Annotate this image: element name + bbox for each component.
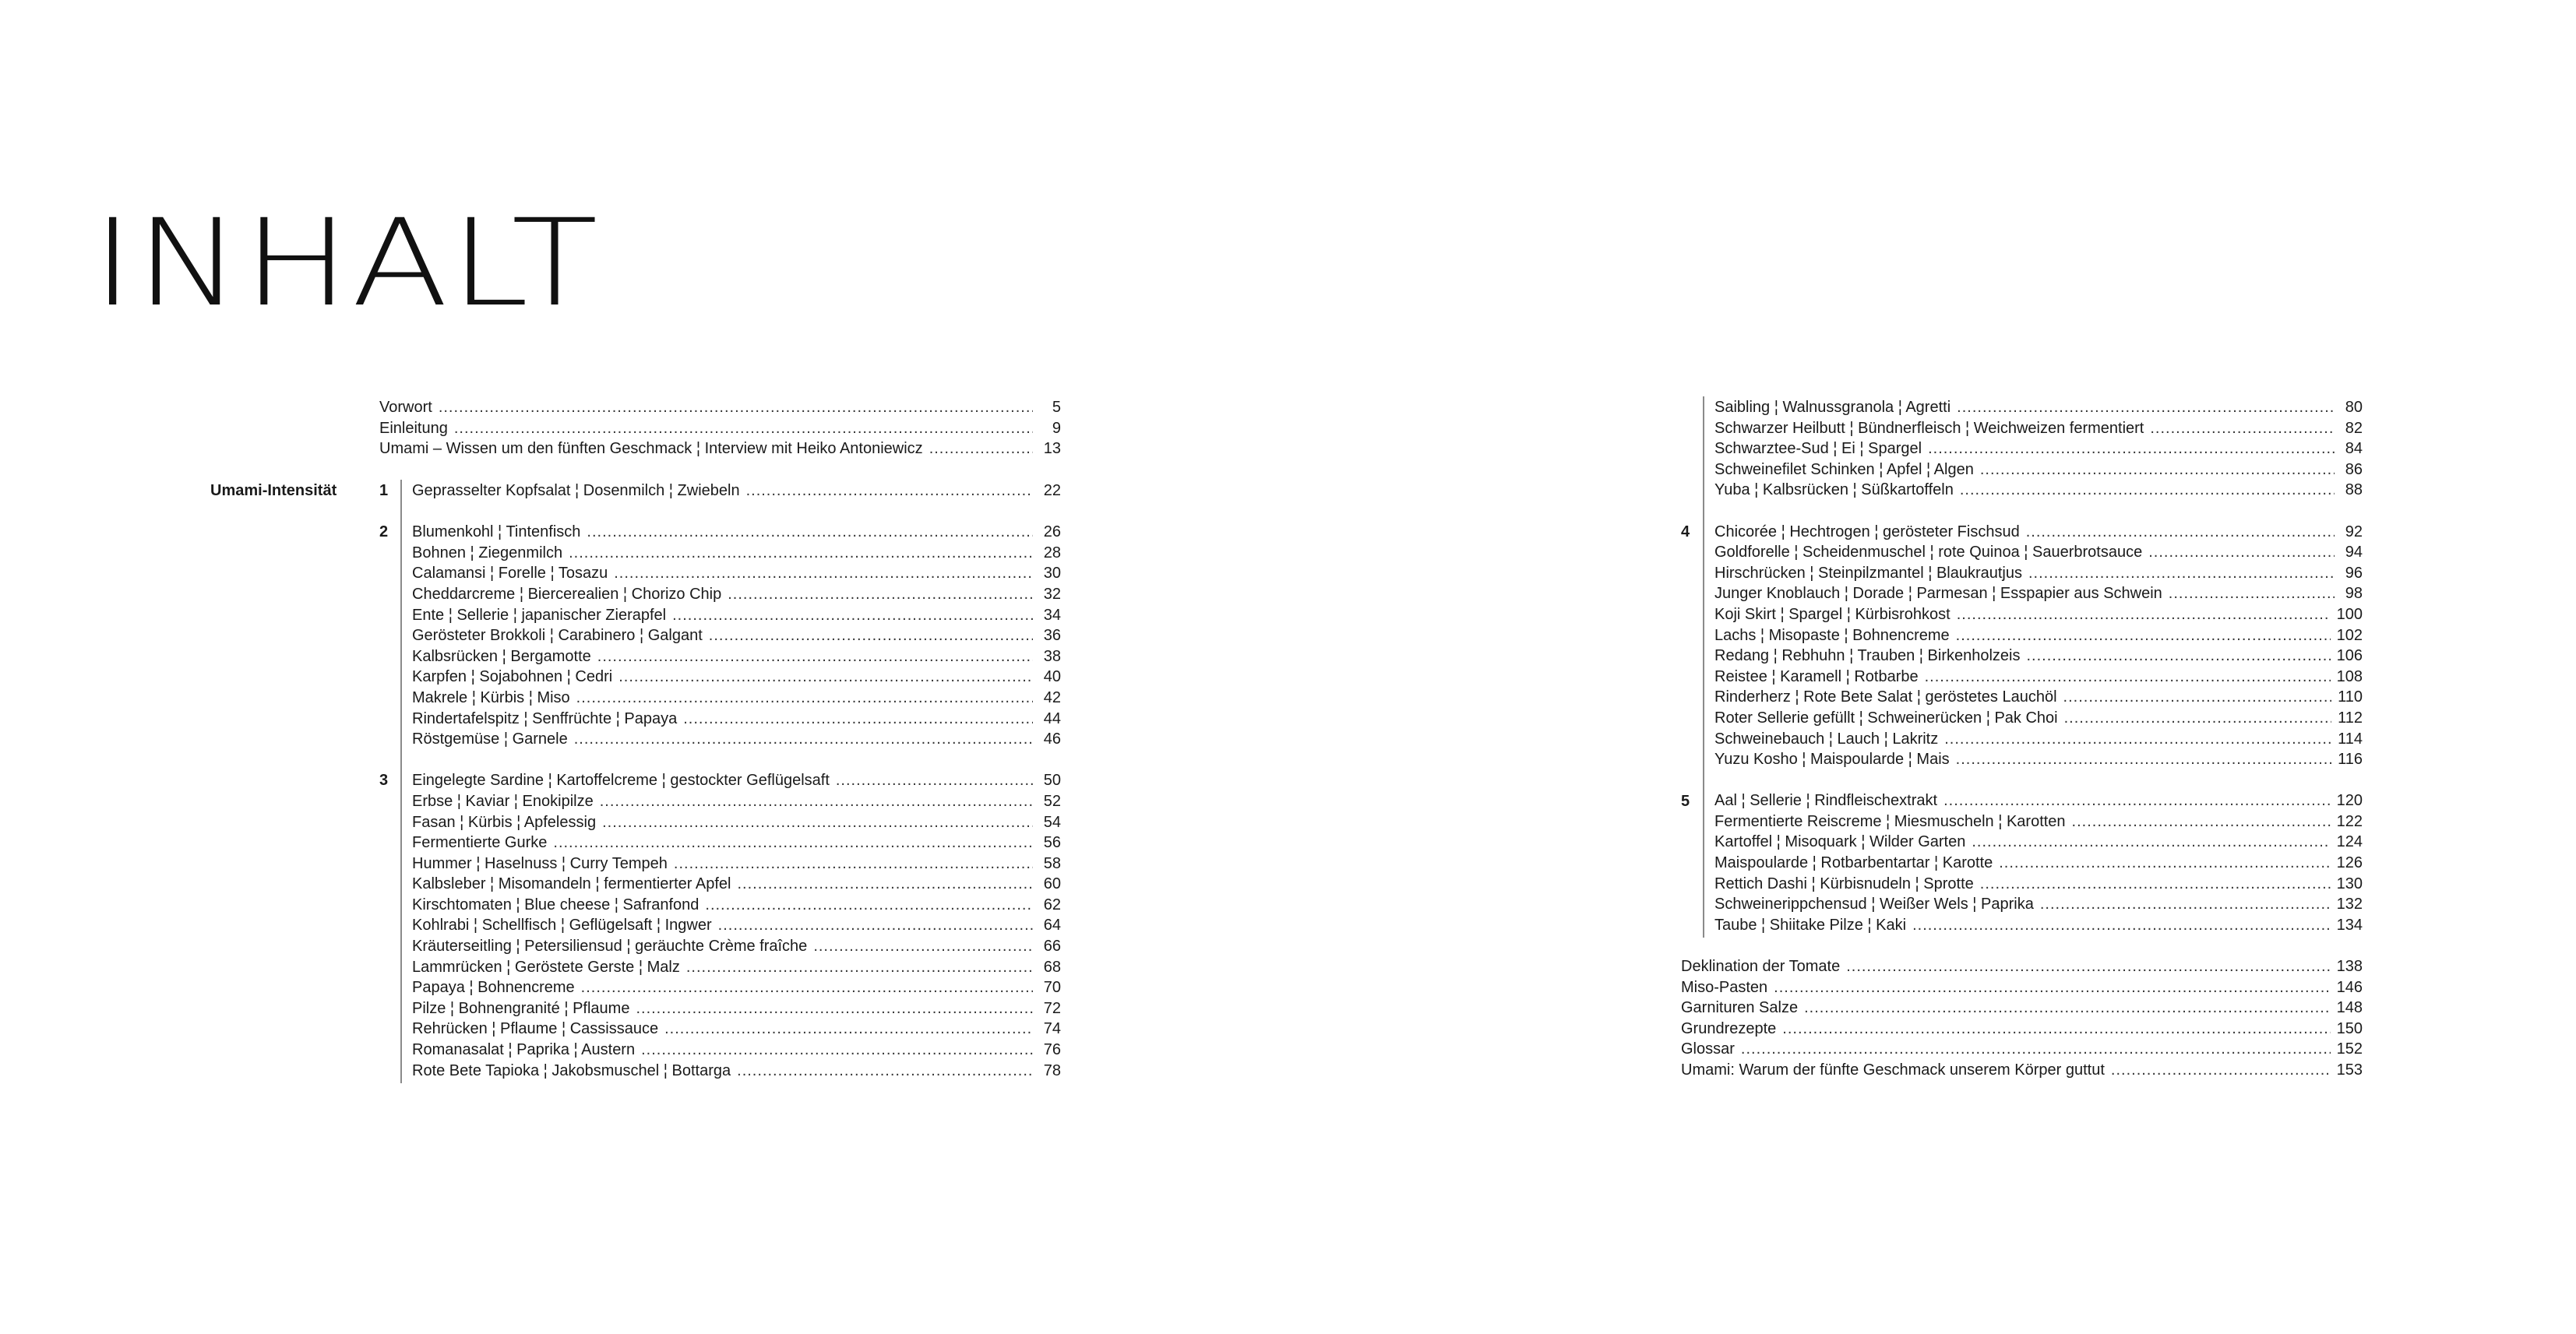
dot-leader xyxy=(636,1000,1033,1018)
toc-entry[interactable] xyxy=(412,482,1061,503)
toc-entry[interactable] xyxy=(1714,544,2363,565)
toc-levels-right xyxy=(1714,399,2363,937)
entry-page: 26 xyxy=(1043,523,1061,541)
entry-page: 116 xyxy=(2338,751,2363,769)
dot-leader xyxy=(746,482,1033,500)
entry-page: 60 xyxy=(1043,875,1061,893)
entry-page: 132 xyxy=(2336,896,2363,913)
entry-title: Romanasalat ¦ Paprika ¦ Austern xyxy=(412,1041,636,1059)
dot-leader xyxy=(2063,688,2332,706)
entry-title: Schweinerippchensud ¦ Weißer Wels ¦ Paprika xyxy=(1714,896,2034,913)
level-number: 2 xyxy=(379,523,389,540)
dot-leader xyxy=(1956,751,2331,769)
entry-page: 9 xyxy=(1052,419,1061,437)
toc-entry[interactable] xyxy=(412,607,1061,628)
dot-leader xyxy=(1957,399,2335,417)
toc-entry[interactable] xyxy=(1714,813,2363,834)
entry-title: Chicorée ¦ Hechtrogen ¦ gerösteter Fischsud xyxy=(1714,523,2020,540)
entry-title: Aal ¦ Sellerie ¦ Rindfleischextrakt xyxy=(1714,792,1938,810)
dot-leader xyxy=(1782,1020,2330,1038)
entry-page: 124 xyxy=(2336,833,2363,851)
toc-entry[interactable] xyxy=(412,586,1061,607)
toc-entry[interactable] xyxy=(412,730,1061,751)
entry-page: 112 xyxy=(2338,709,2363,727)
entry-page: 148 xyxy=(2336,999,2363,1017)
dot-leader xyxy=(1957,606,2331,624)
entry-page: 150 xyxy=(2336,1019,2363,1037)
toc-entry[interactable] xyxy=(412,979,1061,1000)
entry-page: 146 xyxy=(2336,978,2363,996)
entry-title: Calamansi ¦ Forelle ¦ Tosazu xyxy=(412,565,608,583)
toc-entry[interactable] xyxy=(1714,627,2363,648)
entry-page: 130 xyxy=(2336,875,2363,892)
toc-entry[interactable] xyxy=(1714,440,2363,461)
dot-leader xyxy=(1960,481,2335,499)
entry-title: Karpfen ¦ Sojabohnen ¦ Cedri xyxy=(412,668,613,686)
entry-title: Junger Knoblauch ¦ Dorade ¦ Parmesan ¦ Esspapier aus Schwein xyxy=(1714,585,2162,603)
dot-leader xyxy=(439,399,1033,417)
toc-entry[interactable] xyxy=(412,1041,1061,1062)
entry-page: 134 xyxy=(2336,916,2363,934)
entry-title: Umami: Warum der fünfte Geschmack unserem Körper guttut xyxy=(1681,1061,2105,1079)
toc-entry[interactable] xyxy=(1714,399,2363,420)
dot-leader xyxy=(602,814,1033,832)
intensity-label: Umami-Intensität xyxy=(210,482,337,499)
entry-title: Grundrezepte xyxy=(1681,1019,1777,1037)
level-number: 4 xyxy=(1681,523,1690,540)
entry-title: Kalbsleber ¦ Misomandeln ¦ fermentierter Apfel xyxy=(412,875,731,893)
toc-entry[interactable] xyxy=(1714,565,2363,586)
toc-entry[interactable] xyxy=(1714,585,2363,606)
dot-leader xyxy=(737,1062,1033,1080)
toc-entry[interactable] xyxy=(379,399,1061,420)
entry-title: Rehrücken ¦ Pflaume ¦ Cassissauce xyxy=(412,1020,659,1038)
entry-page: 13 xyxy=(1043,440,1061,458)
toc-entry[interactable] xyxy=(1714,917,2363,938)
toc-entry[interactable] xyxy=(1714,875,2363,896)
entry-title: Lammrücken ¦ Geröstete Gerste ¦ Malz xyxy=(412,958,680,976)
dot-leader xyxy=(929,440,1033,458)
entry-title: Taube ¦ Shiitake Pilze ¦ Kaki xyxy=(1714,916,1907,934)
entry-title: Bohnen ¦ Ziegenmilch xyxy=(412,544,563,561)
entry-page: 108 xyxy=(2336,667,2363,685)
entry-title: Koji Skirt ¦ Spargel ¦ Kürbisrohkost xyxy=(1714,605,1951,623)
dot-leader xyxy=(2072,813,2331,831)
dot-leader xyxy=(2028,565,2335,583)
entry-title: Kalbsrücken ¦ Bergamotte xyxy=(412,647,591,665)
entry-page: 40 xyxy=(1043,668,1061,686)
entry-page: 52 xyxy=(1043,792,1061,810)
entry-page: 96 xyxy=(2345,564,2363,582)
entry-page: 94 xyxy=(2345,544,2363,561)
entry-page: 66 xyxy=(1043,938,1061,956)
entry-title: Garnituren Salze xyxy=(1681,999,1799,1017)
toc-entry[interactable] xyxy=(412,917,1061,938)
dot-leader xyxy=(1804,999,2331,1017)
toc-entry[interactable] xyxy=(1681,999,2363,1020)
entry-title: Redang ¦ Rebhuhn ¦ Trauben ¦ Birkenholzeis xyxy=(1714,647,2021,665)
entry-page: 58 xyxy=(1043,854,1061,872)
dot-leader xyxy=(728,586,1033,604)
entry-page: 22 xyxy=(1043,482,1061,499)
dot-leader xyxy=(2040,896,2331,913)
entry-title: Glossar xyxy=(1681,1040,1735,1058)
entry-title: Makrele ¦ Kürbis ¦ Miso xyxy=(412,688,570,706)
dot-leader xyxy=(1912,917,2331,935)
entry-title: Fermentierte Gurke xyxy=(412,834,548,852)
toc-entry[interactable] xyxy=(412,772,1061,793)
entry-title: Fasan ¦ Kürbis ¦ Apfelessig xyxy=(412,813,597,831)
toc-entry[interactable] xyxy=(1714,420,2363,441)
dot-leader xyxy=(2026,523,2335,541)
entry-title: Yuba ¦ Kalbsrücken ¦ Süßkartoffeln xyxy=(1714,481,1954,499)
entry-title: Maispoularde ¦ Rotbarbentartar ¦ Karotte xyxy=(1714,854,1993,872)
entry-page: 68 xyxy=(1043,958,1061,976)
toc-entry[interactable] xyxy=(412,544,1061,565)
dot-leader xyxy=(600,793,1033,811)
dot-leader xyxy=(836,772,1033,790)
dot-leader xyxy=(576,689,1033,707)
toc-entry[interactable] xyxy=(1681,1040,2363,1061)
entry-page: 32 xyxy=(1043,585,1061,603)
dot-leader xyxy=(553,834,1033,852)
entry-page: 70 xyxy=(1043,979,1061,997)
level-number: 1 xyxy=(379,482,389,499)
dot-leader xyxy=(1741,1040,2331,1058)
entry-page: 88 xyxy=(2345,481,2363,499)
entry-page: 74 xyxy=(1043,1020,1061,1038)
toc-entry[interactable] xyxy=(412,689,1061,710)
entry-page: 72 xyxy=(1043,999,1061,1017)
entry-title: Goldforelle ¦ Scheidenmuschel ¦ rote Quinoa ¦ Sauerbrotsauce xyxy=(1714,544,2143,561)
toc-entry[interactable] xyxy=(1714,461,2363,482)
dot-leader xyxy=(683,710,1033,728)
dot-leader xyxy=(709,627,1033,645)
entry-title: Cheddarcreme ¦ Biercerealien ¦ Chorizo Chip xyxy=(412,585,722,603)
entry-page: 50 xyxy=(1043,772,1061,790)
level-number: 5 xyxy=(1681,793,1690,810)
entry-page: 76 xyxy=(1043,1041,1061,1059)
toc-entry[interactable] xyxy=(1714,709,2363,730)
toc-entry[interactable] xyxy=(1714,730,2363,751)
entry-page: 62 xyxy=(1043,896,1061,913)
entry-page: 152 xyxy=(2336,1040,2363,1058)
dot-leader xyxy=(618,668,1033,686)
toc-entry[interactable] xyxy=(1714,481,2363,502)
dot-leader xyxy=(686,959,1033,977)
dot-leader xyxy=(674,855,1033,873)
entry-title: Schweinefilet Schinken ¦ Apfel ¦ Algen xyxy=(1714,460,1974,478)
entry-title: Rindertafelspitz ¦ Senffrüchte ¦ Papaya xyxy=(412,709,678,727)
entry-page: 42 xyxy=(1043,688,1061,706)
toc-entry[interactable] xyxy=(412,627,1061,648)
toc-entry[interactable] xyxy=(1714,688,2363,709)
dot-leader xyxy=(2150,420,2335,438)
entry-title: Ente ¦ Sellerie ¦ japanischer Zierapfel xyxy=(412,606,667,624)
dot-leader xyxy=(1925,668,2331,686)
dot-leader xyxy=(2111,1061,2331,1079)
dot-leader xyxy=(641,1041,1033,1059)
entry-page: 138 xyxy=(2336,958,2363,975)
toc-entry[interactable] xyxy=(412,1020,1061,1041)
entry-title: Fermentierte Reiscreme ¦ Miesmuscheln ¦ Karotten xyxy=(1714,812,2066,830)
entry-title: Saibling ¦ Walnussgranola ¦ Agretti xyxy=(1714,399,1951,416)
entry-title: Papaya ¦ Bohnencreme xyxy=(412,979,575,997)
entry-title: Hummer ¦ Haselnuss ¦ Curry Tempeh xyxy=(412,854,668,872)
section-divider xyxy=(1703,396,1704,938)
toc-entry[interactable] xyxy=(412,565,1061,586)
toc-entry[interactable] xyxy=(1714,647,2363,668)
entry-page: 80 xyxy=(2345,399,2363,416)
section-divider xyxy=(400,480,402,1083)
toc-entry[interactable] xyxy=(412,938,1061,959)
entry-title: Gerösteter Brokkoli ¦ Carabinero ¦ Galgant xyxy=(412,627,703,645)
dot-leader xyxy=(2148,544,2335,561)
toc-entry[interactable] xyxy=(1714,896,2363,917)
entry-title: Röstgemüse ¦ Garnele xyxy=(412,730,568,748)
entry-title: Yuzu Kosho ¦ Maispoularde ¦ Mais xyxy=(1714,751,1950,769)
toc-entry[interactable] xyxy=(1714,854,2363,875)
toc-entry[interactable] xyxy=(412,793,1061,814)
dot-leader xyxy=(1972,833,2330,851)
entry-title: Rettich Dashi ¦ Kürbisnudeln ¦ Sprotte xyxy=(1714,875,1974,892)
dot-leader xyxy=(569,544,1033,562)
dot-leader xyxy=(1846,958,2330,976)
toc-entry[interactable] xyxy=(1714,833,2363,854)
entry-page: 153 xyxy=(2336,1061,2363,1079)
entry-page: 56 xyxy=(1043,834,1061,852)
entry-page: 38 xyxy=(1043,647,1061,665)
toc-entry[interactable] xyxy=(412,814,1061,835)
entry-page: 44 xyxy=(1043,709,1061,727)
entry-page: 86 xyxy=(2345,460,2363,478)
dot-leader xyxy=(1980,461,2335,479)
level-number: 3 xyxy=(379,772,389,789)
dot-leader xyxy=(1774,979,2330,997)
toc-levels-left xyxy=(412,482,1061,1082)
dot-leader xyxy=(705,896,1033,914)
entry-page: 126 xyxy=(2336,854,2363,872)
toc-appendix xyxy=(1681,958,2363,1082)
entry-title: Erbse ¦ Kaviar ¦ Enokipilze xyxy=(412,792,594,810)
page-title: INHALT xyxy=(92,194,600,333)
toc-entry[interactable] xyxy=(1681,979,2363,1000)
dot-leader xyxy=(614,565,1033,583)
entry-title: Deklination der Tomate xyxy=(1681,958,1841,975)
entry-title: Kirschtomaten ¦ Blue cheese ¦ Safranfond xyxy=(412,896,700,913)
entry-title: Kohlrabi ¦ Schellfisch ¦ Geflügelsaft ¦ Ingwer xyxy=(412,917,712,935)
dot-leader xyxy=(737,875,1033,893)
entry-title: Eingelegte Sardine ¦ Kartoffelcreme ¦ gestockter Geflügelsaft xyxy=(412,772,830,790)
entry-page: 110 xyxy=(2338,688,2363,706)
dot-leader xyxy=(574,730,1033,748)
toc-entry[interactable] xyxy=(1681,958,2363,979)
dot-leader xyxy=(454,420,1033,438)
entry-title: Kräuterseitling ¦ Petersiliensud ¦ geräuchte Crème fraîche xyxy=(412,938,808,956)
toc-entry[interactable] xyxy=(412,668,1061,689)
entry-page: 120 xyxy=(2336,792,2363,810)
entry-page: 114 xyxy=(2338,730,2363,748)
toc-entry[interactable] xyxy=(379,440,1061,461)
entry-title: Hirschrücken ¦ Steinpilzmantel ¦ Blaukrautjus xyxy=(1714,564,2022,582)
dot-leader xyxy=(2064,709,2332,727)
toc-entry[interactable] xyxy=(1714,523,2363,544)
dot-leader xyxy=(581,979,1033,997)
dot-leader xyxy=(718,917,1033,935)
entry-title: Pilze ¦ Bohnengranité ¦ Pflaume xyxy=(412,999,630,1017)
entry-title: Geprasselter Kopfsalat ¦ Dosenmilch ¦ Zwiebeln xyxy=(412,482,740,499)
dot-leader xyxy=(664,1020,1033,1038)
toc-entry[interactable] xyxy=(1714,792,2363,813)
entry-page: 78 xyxy=(1043,1061,1061,1079)
dot-leader xyxy=(1999,854,2330,872)
entry-title: Umami – Wissen um den fünften Geschmack ¦ Interview mit Heiko Antoniewicz xyxy=(379,440,923,458)
toc-entry[interactable] xyxy=(412,896,1061,917)
entry-page: 36 xyxy=(1043,627,1061,645)
entry-title: Rinderherz ¦ Rote Bete Salat ¦ geröstetes Lauchöl xyxy=(1714,688,2057,706)
entry-title: Lachs ¦ Misopaste ¦ Bohnencreme xyxy=(1714,626,1950,644)
dot-leader xyxy=(2027,647,2331,665)
dot-leader xyxy=(1956,627,2331,645)
toc-entry[interactable] xyxy=(1714,606,2363,627)
toc-intro xyxy=(379,399,1061,461)
dot-leader xyxy=(672,607,1033,625)
entry-title: Schweinebauch ¦ Lauch ¦ Lakritz xyxy=(1714,730,1939,748)
entry-page: 102 xyxy=(2336,626,2363,644)
dot-leader xyxy=(597,648,1033,666)
entry-title: Miso-Pasten xyxy=(1681,978,1768,996)
dot-leader xyxy=(1980,875,2331,893)
entry-page: 84 xyxy=(2345,440,2363,458)
entry-title: Reistee ¦ Karamell ¦ Rotbarbe xyxy=(1714,667,1919,685)
entry-title: Blumenkohl ¦ Tintenfisch xyxy=(412,523,581,541)
entry-page: 92 xyxy=(2345,523,2363,540)
toc-entry[interactable] xyxy=(1681,1020,2363,1041)
entry-page: 64 xyxy=(1043,917,1061,935)
toc-entry[interactable] xyxy=(1714,668,2363,689)
entry-title: Kartoffel ¦ Misoquark ¦ Wilder Garten xyxy=(1714,833,1966,851)
entry-page: 34 xyxy=(1043,606,1061,624)
entry-title: Vorwort xyxy=(379,399,432,416)
entry-page: 106 xyxy=(2336,647,2363,665)
entry-page: 100 xyxy=(2336,605,2363,623)
dot-leader xyxy=(813,938,1033,956)
dot-leader xyxy=(1943,792,2331,810)
entry-page: 5 xyxy=(1052,399,1061,416)
toc-entry[interactable] xyxy=(412,1062,1061,1083)
entry-page: 46 xyxy=(1043,730,1061,748)
entry-page: 98 xyxy=(2345,585,2363,603)
entry-title: Schwarztee-Sud ¦ Ei ¦ Spargel xyxy=(1714,440,1922,458)
entry-title: Schwarzer Heilbutt ¦ Bündnerfleisch ¦ Weichweizen fermentiert xyxy=(1714,419,2144,437)
toc-entry[interactable] xyxy=(412,959,1061,980)
dot-leader xyxy=(1944,730,2331,748)
entry-page: 122 xyxy=(2336,812,2363,830)
entry-page: 82 xyxy=(2345,419,2363,437)
toc-entry[interactable] xyxy=(412,710,1061,731)
toc-entry[interactable] xyxy=(412,648,1061,669)
entry-title: Rote Bete Tapioka ¦ Jakobsmuschel ¦ Bottarga xyxy=(412,1061,731,1079)
entry-title: Roter Sellerie gefüllt ¦ Schweinerücken ¦ Pak Choi xyxy=(1714,709,2058,727)
entry-page: 54 xyxy=(1043,813,1061,831)
toc-entry[interactable] xyxy=(379,420,1061,441)
dot-leader xyxy=(2169,585,2335,603)
toc-entry[interactable] xyxy=(1681,1061,2363,1082)
dot-leader xyxy=(587,523,1033,541)
entry-page: 28 xyxy=(1043,544,1061,561)
toc-entry[interactable] xyxy=(412,875,1061,896)
toc-entry[interactable] xyxy=(1714,751,2363,772)
toc-entry[interactable] xyxy=(412,523,1061,544)
entry-page: 30 xyxy=(1043,565,1061,583)
entry-title: Einleitung xyxy=(379,419,448,437)
toc-entry[interactable] xyxy=(412,855,1061,876)
toc-entry[interactable] xyxy=(412,1000,1061,1021)
dot-leader xyxy=(1928,440,2335,458)
toc-entry[interactable] xyxy=(412,834,1061,855)
